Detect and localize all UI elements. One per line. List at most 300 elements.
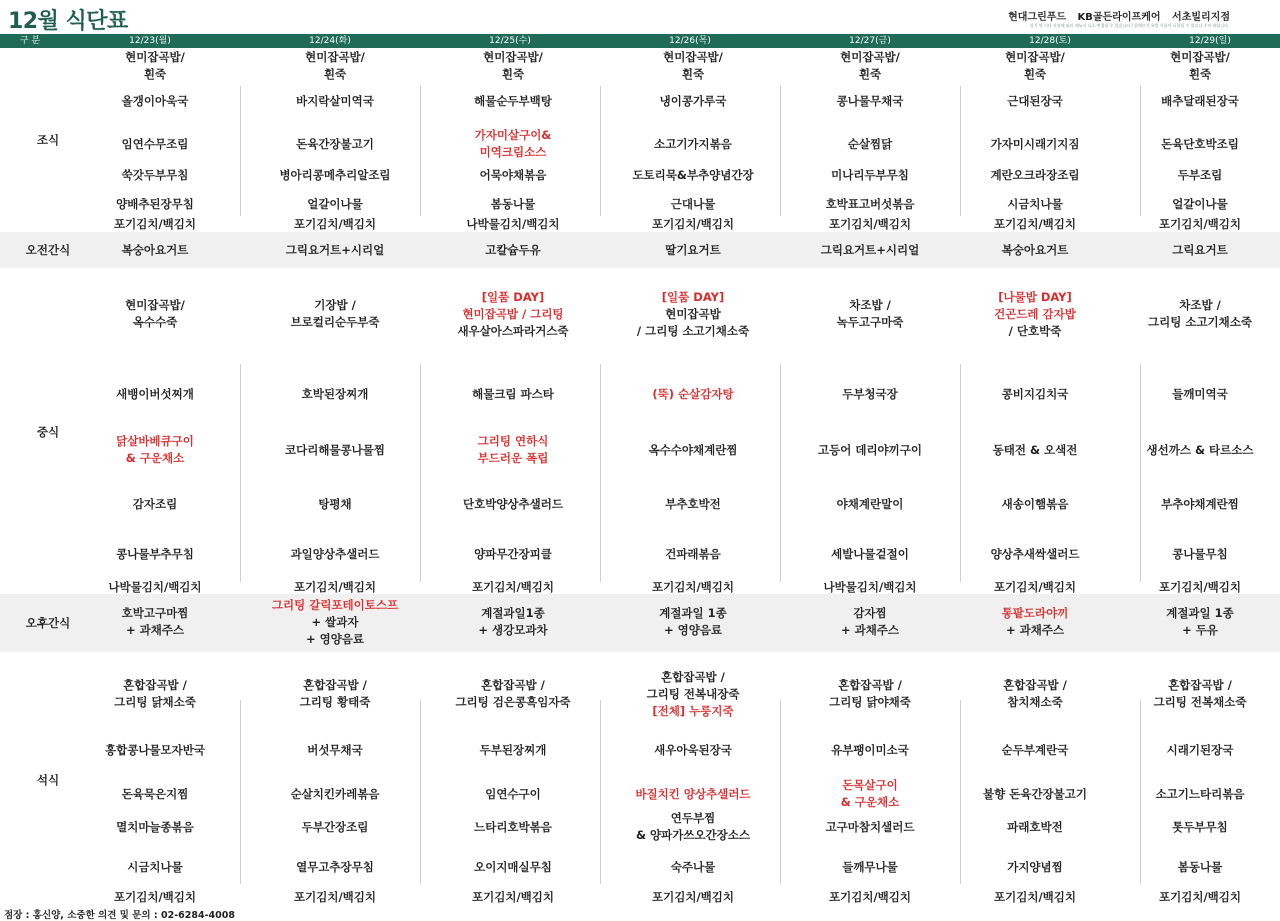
header-day: 12/23(월) <box>129 36 171 46</box>
menu-item-text: 들깨무나물 <box>842 859 898 874</box>
brand-names <box>1000 8 1230 23</box>
menu-item-text: 소고기가지볶음 <box>654 136 732 151</box>
menu-cell-breakfast <box>423 49 603 83</box>
menu-item-text: 고구마참치샐러드 <box>825 819 915 834</box>
menu-cell-lunch <box>945 442 1125 459</box>
menu-item-text: 임연수구이 <box>485 786 541 801</box>
menu-item-text: 혼합잡곡밥 / <box>1168 678 1232 692</box>
menu-item-text: 그릭요거트+시리얼 <box>285 242 385 257</box>
menu-cell-breakfast <box>780 216 960 233</box>
menu-cell-breakfast <box>780 49 960 83</box>
menu-item-text: 두부간장조림 <box>301 819 369 834</box>
menu-item-text: 나박물김치/백김치 <box>823 579 917 594</box>
menu-item-text: 감자찜 <box>853 606 887 620</box>
menu-cell-lunch <box>423 433 603 467</box>
menu-cell-pm-snack <box>245 597 425 648</box>
menu-item-text: 바지락살미역국 <box>296 93 374 108</box>
menu-item-text: 현미잡곡밥/ <box>305 50 365 64</box>
menu-item-text: 순두부계란국 <box>1001 742 1069 757</box>
menu-cell-dinner <box>65 819 245 836</box>
menu-item-text: / 그리팅 소고기채소죽 <box>636 323 750 338</box>
menu-cell-lunch <box>780 579 960 596</box>
menu-cell-pm-snack <box>65 605 245 639</box>
menu-item-text: 호박표고버섯볶음 <box>825 196 915 211</box>
menu-item-text: + 영양음료 <box>663 623 723 637</box>
menu-item-text: 양파무간장피클 <box>474 546 552 561</box>
menu-item-text: 녹두고구마죽 <box>836 315 904 329</box>
menu-cell-breakfast <box>603 49 783 83</box>
menu-cell-lunch <box>245 579 425 596</box>
menu-item-text: 콩비지김치국 <box>1001 386 1069 401</box>
menu-item-text: 계절과일 1종 <box>659 606 727 620</box>
menu-cell-dinner <box>603 786 783 803</box>
menu-cell-breakfast <box>245 216 425 233</box>
menu-cell-dinner <box>423 742 603 759</box>
menu-item-text: 참치채소죽 <box>1007 695 1063 709</box>
column-header-bar <box>0 34 1280 48</box>
menu-item-text: 흰죽 <box>858 67 882 81</box>
menu-cell-breakfast <box>65 93 245 110</box>
menu-item-text: 포기김치/백김치 <box>114 216 196 231</box>
menu-item-text: 시래기된장국 <box>1166 742 1234 757</box>
menu-cell-breakfast <box>423 127 603 161</box>
menu-cell-lunch <box>945 289 1125 340</box>
menu-item-text: 그리팅 갈릭포테이토스프 <box>271 597 399 612</box>
menu-item-text: 포기김치/백김치 <box>652 889 734 904</box>
menu-cell-am-snack <box>65 242 245 259</box>
menu-item-text: 흰죽 <box>681 67 705 81</box>
menu-cell-breakfast <box>65 196 245 213</box>
menu-cell-breakfast <box>65 136 245 153</box>
menu-item-text: 탕평채 <box>318 496 352 511</box>
menu-cell-lunch <box>780 496 960 513</box>
menu-item-text: 계절과일1종 <box>481 606 545 620</box>
meal-label-breakfast: 조식 <box>36 133 60 147</box>
menu-cell-dinner <box>780 819 960 836</box>
menu-cell-lunch <box>65 297 245 331</box>
menu-cell-lunch <box>423 496 603 513</box>
menu-cell-dinner <box>603 859 783 876</box>
menu-cell-breakfast <box>245 167 425 184</box>
menu-cell-pm-snack <box>945 605 1125 639</box>
brand-branch: 서초빌리지점 <box>1172 12 1230 23</box>
menu-item-text: 호박된장찌개 <box>301 386 369 401</box>
menu-cell-lunch <box>423 386 603 403</box>
menu-cell-lunch <box>1110 579 1280 596</box>
menu-cell-lunch <box>245 496 425 513</box>
menu-item-text: 현미잡곡밥/ <box>125 298 185 312</box>
menu-item-text: 두부청국장 <box>842 386 898 401</box>
menu-item-text: + 과채주스 <box>840 623 900 637</box>
menu-item-text: 포기김치/백김치 <box>994 889 1076 904</box>
menu-cell-lunch <box>780 546 960 563</box>
menu-cell-am-snack <box>945 242 1125 259</box>
menu-item-text: 해물크림 파스타 <box>472 386 554 401</box>
menu-item-text: 연두부찜 <box>670 811 716 825</box>
menu-item-text: 새우아욱된장국 <box>654 742 732 757</box>
menu-item-text: 코다리해물콩나물찜 <box>285 442 385 457</box>
menu-item-text: 차조밥 / <box>849 298 891 312</box>
menu-cell-breakfast <box>65 216 245 233</box>
menu-item-text: 해물순두부백탕 <box>474 93 552 108</box>
menu-cell-lunch <box>65 579 245 596</box>
menu-item-text: 현미잡곡밥 <box>665 306 721 321</box>
menu-cell-dinner <box>423 889 603 906</box>
menu-item-text: 과일양상추샐러드 <box>290 546 380 561</box>
menu-item-text: 가자미시래기지짐 <box>990 136 1080 151</box>
menu-item-text: 두부조림 <box>1177 167 1223 182</box>
menu-item-text: 건파래볶음 <box>665 546 721 561</box>
menu-cell-am-snack <box>780 242 960 259</box>
menu-item-text: 들깨미역국 <box>1172 386 1228 401</box>
meal-label-am-snack: 오전간식 <box>25 243 71 257</box>
menu-cell-dinner <box>65 677 245 711</box>
menu-item-text: 오이지매실무침 <box>474 859 552 874</box>
menu-item-text: 포기김치/백김치 <box>994 579 1076 594</box>
menu-cell-breakfast <box>945 49 1125 83</box>
footer-contact: 점장 : 홍신양, 소중한 의견 및 문의 : 02-6284-4008 <box>4 910 235 921</box>
menu-item-text: 미역크림소스 <box>479 145 547 159</box>
menu-cell-lunch <box>945 579 1125 596</box>
menu-cell-lunch <box>245 442 425 459</box>
menu-cell-lunch <box>1110 546 1280 563</box>
menu-cell-pm-snack <box>780 605 960 639</box>
menu-item-text: + 영양음료 <box>305 631 365 646</box>
menu-item-text: / 단호박죽 <box>1008 323 1062 338</box>
menu-item-text: 나박물김치/백김치 <box>466 216 560 231</box>
menu-item-text: 불향 돈육간장불고기 <box>983 786 1087 801</box>
menu-item-text: 혼합잡곡밥 / <box>481 678 545 692</box>
menu-cell-breakfast <box>1110 49 1280 83</box>
menu-item-text: 포기김치/백김치 <box>472 889 554 904</box>
menu-cell-lunch <box>245 297 425 331</box>
menu-cell-lunch <box>780 442 960 459</box>
menu-cell-lunch <box>945 386 1125 403</box>
menu-item-text: 혼합잡곡밥 / <box>661 669 725 684</box>
menu-cell-lunch <box>65 433 245 467</box>
menu-item-text: 그릭요거트+시리얼 <box>820 242 920 257</box>
menu-cell-dinner <box>780 742 960 759</box>
menu-item-text: 통팥도라야끼 <box>1001 606 1069 620</box>
menu-cell-dinner <box>780 777 960 811</box>
menu-item-text: 홍합콩나물모자반국 <box>105 742 205 757</box>
menu-item-text: 가자미살구이& <box>474 128 552 142</box>
menu-cell-dinner <box>423 859 603 876</box>
menu-cell-lunch <box>780 386 960 403</box>
menu-item-text: 봄동나물 <box>490 196 536 211</box>
menu-cell-dinner <box>423 819 603 836</box>
menu-item-text: 포기김치/백김치 <box>652 216 734 231</box>
menu-item-text: 그리팅 연하식 <box>477 434 549 448</box>
menu-item-text: (뚝) 순살감자탕 <box>652 386 734 401</box>
menu-item-text: 부드러운 폭립 <box>477 451 549 465</box>
menu-cell-dinner <box>245 786 425 803</box>
menu-item-text: 그리팅 닭채소죽 <box>114 695 196 709</box>
menu-cell-dinner <box>780 677 960 711</box>
menu-item-text: 건곤드레 감자밥 <box>994 306 1076 321</box>
menu-cell-dinner <box>1110 742 1280 759</box>
menu-item-text: 근대된장국 <box>1007 93 1063 108</box>
menu-item-text: 새뱅이버섯찌개 <box>116 386 194 401</box>
menu-cell-lunch <box>65 496 245 513</box>
menu-item-text: 흰죽 <box>323 67 347 81</box>
menu-item-text: 그리팅 검은콩흑임자죽 <box>455 695 571 709</box>
menu-item-text: 부추야채계란찜 <box>1161 496 1239 511</box>
meal-label-dinner: 석식 <box>36 773 60 787</box>
menu-item-text: 돈육묵은지찜 <box>121 786 189 801</box>
menu-item-text: 부추호박전 <box>665 496 721 511</box>
menu-cell-dinner <box>603 889 783 906</box>
menu-cell-dinner <box>603 742 783 759</box>
menu-item-text: 고등어 데리야끼구이 <box>818 442 922 457</box>
menu-item-text: + 과채주스 <box>125 623 185 637</box>
meal-label-lunch: 중식 <box>36 425 60 439</box>
menu-cell-dinner <box>65 889 245 906</box>
menu-cell-dinner <box>945 819 1125 836</box>
menu-item-text: 콩나물부추무침 <box>116 546 194 561</box>
menu-item-text: 딸기요거트 <box>665 242 721 257</box>
menu-cell-breakfast <box>245 49 425 83</box>
menu-cell-dinner <box>1110 859 1280 876</box>
menu-item-text: 포기김치/백김치 <box>1159 216 1241 231</box>
menu-cell-dinner <box>945 742 1125 759</box>
menu-cell-lunch <box>1110 297 1280 331</box>
menu-item-text: 호박고구마찜 <box>121 606 189 620</box>
menu-item-text: 현미잡곡밥/ <box>125 50 185 64</box>
menu-cell-lunch <box>945 496 1125 513</box>
menu-item-text: 고칼슘두유 <box>485 242 541 257</box>
menu-cell-am-snack <box>423 242 603 259</box>
menu-item-text: 냉이콩가루국 <box>659 93 727 108</box>
menu-item-text: 그리팅 전복내장죽 <box>646 686 740 701</box>
menu-cell-pm-snack <box>423 605 603 639</box>
notice-text: 상기 및 기타 사정에 따라 메뉴가 다소 변경될 수 있습니다 / 알레르기 유발 식품이 포함될 수 있으니 주의 바랍니다 <box>1029 23 1228 28</box>
menu-cell-dinner <box>65 859 245 876</box>
menu-item-text: 순살찜닭 <box>847 136 893 151</box>
menu-cell-pm-snack <box>603 605 783 639</box>
menu-item-text: 생선까스 & 타르소스 <box>1146 442 1254 457</box>
menu-item-text: 돈목살구이 <box>842 778 898 792</box>
menu-cell-breakfast <box>603 216 783 233</box>
menu-cell-dinner <box>1110 786 1280 803</box>
menu-item-text: 복숭아요거트 <box>121 242 189 257</box>
menu-item-text: 동태전 & 오색전 <box>992 442 1078 457</box>
menu-cell-breakfast <box>603 196 783 213</box>
menu-item-text: 얼갈이나물 <box>307 196 363 211</box>
menu-item-text: 미나리두부무침 <box>831 167 909 182</box>
menu-cell-breakfast <box>423 93 603 110</box>
menu-cell-lunch <box>603 546 783 563</box>
menu-cell-lunch <box>603 442 783 459</box>
menu-item-text: 포기김치/백김치 <box>829 216 911 231</box>
menu-cell-dinner <box>1110 819 1280 836</box>
menu-item-text: 기장밥 / <box>314 298 356 312</box>
menu-item-text: 혼합잡곡밥 / <box>123 678 187 692</box>
menu-item-text: 야채계란말이 <box>836 496 904 511</box>
menu-cell-lunch <box>65 546 245 563</box>
menu-item-text: 양상추새싹샐러드 <box>990 546 1080 561</box>
menu-cell-dinner <box>780 889 960 906</box>
menu-item-text: [일품 DAY] <box>661 289 725 304</box>
menu-item-text: 흰죽 <box>1188 67 1212 81</box>
menu-item-text: 도토리묵&부추양념간장 <box>632 167 754 182</box>
menu-cell-lunch <box>1110 496 1280 513</box>
menu-item-text: 소고기느타리볶음 <box>1155 786 1245 801</box>
menu-item-text: 유부팽이미소국 <box>831 742 909 757</box>
header-day: 12/28(토) <box>1029 36 1071 46</box>
header-day: 12/24(화) <box>309 36 351 46</box>
menu-cell-lunch <box>603 496 783 513</box>
menu-item-text: 돈육간장불고기 <box>296 136 374 151</box>
menu-item-text: 쑥갓두부무침 <box>121 167 189 182</box>
menu-cell-breakfast <box>245 196 425 213</box>
menu-item-text: 감자조림 <box>132 496 178 511</box>
menu-item-text: 양배추된장무침 <box>116 196 194 211</box>
menu-cell-breakfast <box>1110 167 1280 184</box>
menu-item-text: 봄동나물 <box>1177 859 1223 874</box>
header-label: 구 분 <box>19 36 41 46</box>
menu-item-text: 혼합잡곡밥 / <box>303 678 367 692</box>
menu-cell-lunch <box>65 386 245 403</box>
menu-item-text: 포기김치/백김치 <box>994 216 1076 231</box>
brand-company: 현대그린푸드 <box>1008 12 1067 23</box>
menu-cell-am-snack <box>1110 242 1280 259</box>
menu-item-text: 바질치킨 양상추샐러드 <box>635 786 751 801</box>
menu-cell-dinner <box>1110 677 1280 711</box>
menu-item-text: 혼합잡곡밥 / <box>838 678 902 692</box>
menu-item-text: 포기김치/백김치 <box>1159 579 1241 594</box>
menu-cell-lunch <box>603 386 783 403</box>
menu-cell-lunch <box>603 579 783 596</box>
menu-cell-lunch <box>245 546 425 563</box>
menu-item-text: 열무고추장무침 <box>296 859 374 874</box>
menu-cell-am-snack <box>603 242 783 259</box>
menu-item-text: 시금치나물 <box>1007 196 1063 211</box>
menu-item-text: 단호박양상추샐러드 <box>463 496 563 511</box>
menu-item-text: 두부된장찌개 <box>479 742 547 757</box>
menu-cell-pm-snack <box>1110 605 1280 639</box>
menu-item-text: 배추달래된장국 <box>1161 93 1239 108</box>
menu-item-text: 그리팅 닭야채죽 <box>829 695 911 709</box>
menu-cell-breakfast <box>603 167 783 184</box>
menu-item-text: & 양파가쓰오간장소스 <box>635 828 750 842</box>
menu-item-text: 근대나물 <box>670 196 716 211</box>
menu-item-text: 어묵야채볶음 <box>479 167 547 182</box>
menu-cell-breakfast <box>780 196 960 213</box>
menu-cell-dinner <box>423 786 603 803</box>
menu-item-text: 복숭아요거트 <box>1001 242 1069 257</box>
menu-item-text: 브로컬리순두부죽 <box>290 315 380 329</box>
menu-cell-dinner <box>603 669 783 720</box>
menu-item-text: 옥수수야채계란찜 <box>648 442 738 457</box>
menu-item-text: 현미잡곡밥 / 그리팅 <box>462 306 564 321</box>
menu-item-text: 포기김치/백김치 <box>652 579 734 594</box>
menu-item-text: 포기김치/백김치 <box>294 579 376 594</box>
menu-item-text: 흰죽 <box>1023 67 1047 81</box>
menu-cell-dinner <box>945 677 1125 711</box>
menu-item-text: 병아리콩메추리알조림 <box>279 167 391 182</box>
menu-cell-breakfast <box>780 136 960 153</box>
menu-item-text: 시금치나물 <box>127 859 183 874</box>
menu-cell-dinner <box>945 786 1125 803</box>
menu-cell-breakfast <box>945 93 1125 110</box>
menu-cell-breakfast <box>945 216 1125 233</box>
menu-cell-breakfast <box>1110 93 1280 110</box>
menu-item-text: 콩나물무채국 <box>836 93 904 108</box>
menu-item-text: [일품 DAY] <box>481 289 545 304</box>
menu-cell-dinner <box>245 742 425 759</box>
menu-item-text: 느타리호박볶음 <box>474 819 552 834</box>
menu-cell-lunch <box>945 546 1125 563</box>
menu-item-text: 새우살아스파라거스죽 <box>457 323 569 338</box>
menu-item-text: 포기김치/백김치 <box>114 889 196 904</box>
menu-item-text: 숙주나물 <box>670 859 716 874</box>
menu-item-text: 차조밥 / <box>1179 298 1221 312</box>
menu-item-text: 가지양념찜 <box>1007 859 1063 874</box>
menu-item-text: 현미잡곡밥/ <box>483 50 543 64</box>
menu-item-text: 옥수수죽 <box>132 315 178 329</box>
menu-item-text: 포기김치/백김치 <box>294 216 376 231</box>
brand-client: KB골든라이프케어 <box>1077 12 1161 23</box>
menu-item-text: 돈육단호박조림 <box>1161 136 1239 151</box>
menu-cell-breakfast <box>1110 196 1280 213</box>
menu-cell-lunch <box>780 297 960 331</box>
menu-cell-dinner <box>1110 889 1280 906</box>
menu-cell-lunch <box>1110 442 1280 459</box>
menu-item-text: 계란오크라장조림 <box>990 167 1080 182</box>
menu-item-text: 계절과일 1종 <box>1166 606 1234 620</box>
menu-cell-dinner <box>245 819 425 836</box>
menu-cell-dinner <box>423 677 603 711</box>
header-day: 12/26(목) <box>669 36 711 46</box>
menu-cell-am-snack <box>245 242 425 259</box>
menu-cell-lunch <box>423 546 603 563</box>
menu-item-text: 닭살바베큐구이 <box>116 434 194 448</box>
menu-item-text: 버섯무채국 <box>307 742 363 757</box>
menu-item-text: 현미잡곡밥/ <box>840 50 900 64</box>
menu-cell-breakfast <box>65 49 245 83</box>
menu-cell-lunch <box>423 289 603 340</box>
menu-cell-dinner <box>780 859 960 876</box>
menu-cell-breakfast <box>780 93 960 110</box>
menu-item-text: 혼합잡곡밥 / <box>1003 678 1067 692</box>
menu-item-text: [전체] 누룽지죽 <box>652 703 734 718</box>
menu-item-text: 포기김치/백김치 <box>294 889 376 904</box>
menu-cell-lunch <box>603 289 783 340</box>
menu-item-text: 흰죽 <box>501 67 525 81</box>
header-day: 12/25(수) <box>489 36 531 46</box>
menu-item-text: 현미잡곡밥/ <box>1005 50 1065 64</box>
menu-cell-breakfast <box>65 167 245 184</box>
menu-item-text: 현미잡곡밥/ <box>663 50 723 64</box>
menu-cell-breakfast <box>423 216 603 233</box>
menu-item-text: 새송이햄볶음 <box>1001 496 1069 511</box>
menu-cell-breakfast <box>423 196 603 213</box>
menu-cell-breakfast <box>423 167 603 184</box>
menu-item-text: + 과채주스 <box>1005 623 1065 637</box>
menu-item-text: 그리팅 전복채소죽 <box>1153 695 1247 709</box>
menu-item-text: & 구운채소 <box>125 451 185 465</box>
menu-item-text: 파래호박전 <box>1007 819 1063 834</box>
menu-cell-lunch <box>245 386 425 403</box>
menu-item-text: 콩나물무침 <box>1172 546 1228 561</box>
menu-cell-dinner <box>945 889 1125 906</box>
menu-cell-dinner <box>245 677 425 711</box>
menu-item-text: [나물밥 DAY] <box>998 289 1072 304</box>
menu-item-text: 나박물김치/백김치 <box>108 579 202 594</box>
header-day: 12/27(금) <box>849 36 891 46</box>
menu-cell-dinner <box>945 859 1125 876</box>
